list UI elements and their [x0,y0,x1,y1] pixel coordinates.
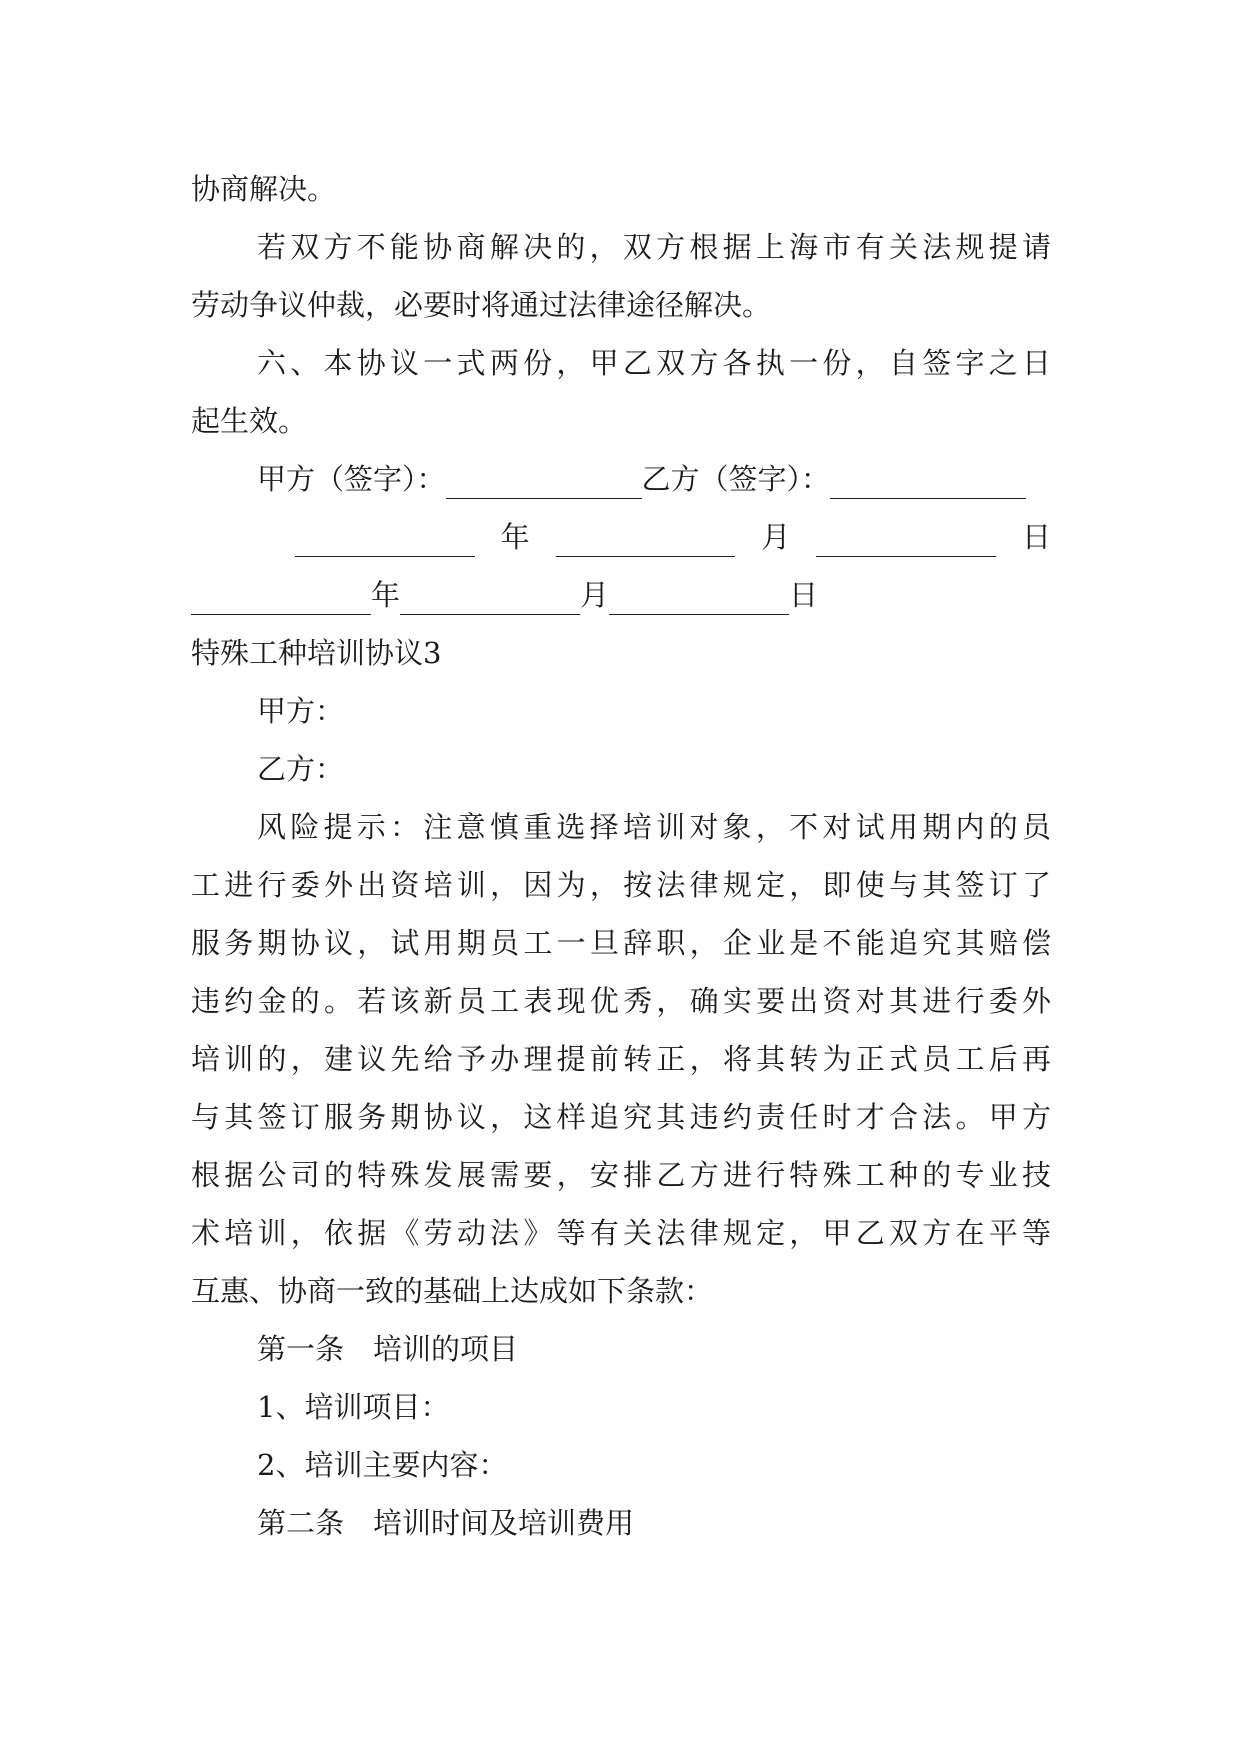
party-b-signature-blank [830,468,1026,499]
month-blank [400,584,580,615]
day-label: 日 [789,578,819,612]
day-blank [816,526,996,557]
month-blank [556,526,736,557]
signature-line [257,450,1051,508]
clause-item: 1、培训项目： [257,1390,450,1424]
body-line: 与其签订服务期协议，这样追究其违约责任时才合法。甲方 [191,1100,1051,1134]
text-line: 协商解决。 [191,172,337,206]
party-a-label: 甲方： [257,694,345,728]
day-blank [609,584,789,615]
year-blank [295,526,475,557]
section-title: 特殊工种培训协议3 [191,636,442,670]
body-line: 服务期协议，试用期员工一旦辞职，企业是不能追究其赔偿 [191,926,1051,960]
text-line: 若双方不能协商解决的，双方根据上海市有关法规提请 [257,230,1051,264]
clause-heading: 第一条 培训的项目 [257,1332,519,1366]
text-line: 六、本协议一式两份，甲乙双方各执一份，自签字之日 [257,346,1051,380]
party-a-signature-blank [446,468,642,499]
party-b-label: 乙方： [257,752,345,786]
clause-heading: 第二条 培训时间及培训费用 [257,1506,635,1540]
date-line-party-b [191,566,1051,624]
body-line: 培训的，建议先给予办理提前转正，将其转为正式员工后再 [191,1042,1051,1076]
date-line-party-a [295,508,1051,566]
body-line: 违约金的。若该新员工表现优秀，确实要出资对其进行委外 [191,984,1051,1018]
text-line: 劳动争议仲裁，必要时将通过法律途径解决。 [191,288,772,322]
body-line: 风险提示：注意慎重选择培训对象，不对试用期内的员 [257,810,1051,844]
month-label: 月 [580,578,610,612]
party-b-signature-label: 乙方（签字）： [641,462,831,496]
body-line: 工进行委外出资培训，因为，按法律规定，即使与其签订了 [191,868,1051,902]
text-line: 起生效。 [191,404,308,438]
clause-item: 2、培训主要内容： [257,1448,508,1482]
year-label: 年 [500,520,530,554]
body-line: 互惠、协商一致的基础上达成如下条款： [191,1274,714,1308]
day-label: 日 [1021,520,1051,554]
year-label: 年 [371,578,401,612]
year-blank [191,584,371,615]
body-line: 术培训，依据《劳动法》等有关法律规定，甲乙双方在平等 [191,1216,1051,1250]
party-a-signature-label: 甲方（签字）： [257,462,446,496]
body-line: 根据公司的特殊发展需要，安排乙方进行特殊工种的专业技 [191,1158,1051,1192]
month-label: 月 [761,520,791,554]
